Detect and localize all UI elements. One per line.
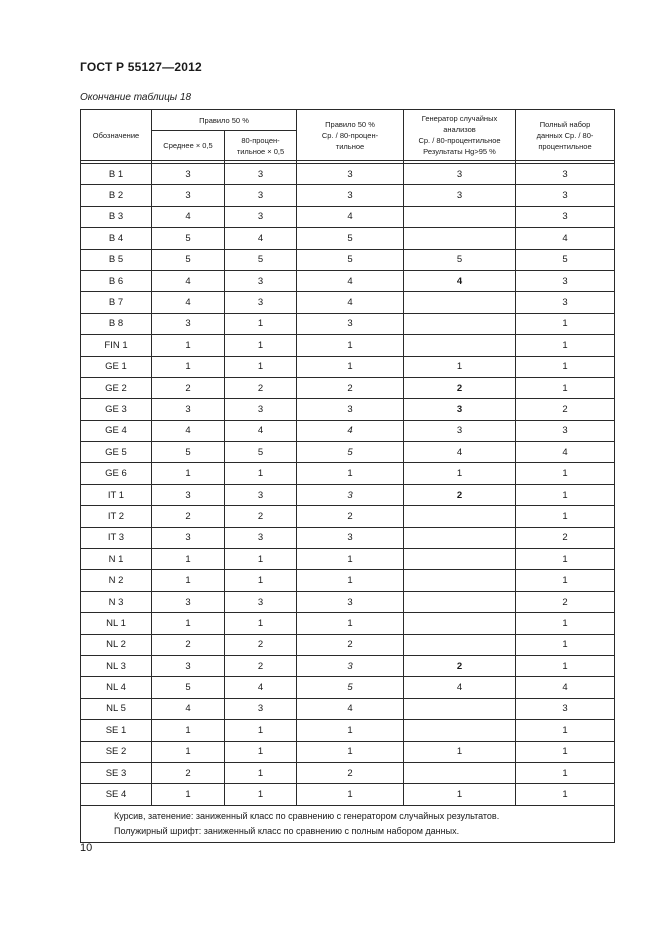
cell-full-dataset: 1: [516, 484, 615, 505]
cell-mean: 1: [152, 549, 225, 570]
header-rule50-ratio: [297, 110, 404, 161]
table-row: [81, 377, 615, 398]
table-row: [81, 442, 615, 463]
header-mean: [152, 131, 225, 161]
table-row: [81, 527, 615, 548]
table-row: [81, 741, 615, 762]
cell-pct80: 5: [225, 249, 297, 270]
cell-rule50: 3: [297, 484, 404, 505]
cell-full-dataset: 1: [516, 570, 615, 591]
header-full-line: данных Ср. / 80-: [536, 130, 594, 140]
table-row: [81, 313, 615, 334]
cell-rule50: 3: [297, 527, 404, 548]
table-row: [81, 185, 615, 206]
cell-mean: 4: [152, 698, 225, 719]
cell-designation: FIN 1: [81, 335, 152, 356]
table-row: [81, 762, 615, 783]
cell-full-dataset: 4: [516, 677, 615, 698]
table-row: [81, 249, 615, 270]
cell-mean: 3: [152, 484, 225, 505]
cell-rule50: 4: [297, 420, 404, 441]
cell-full-dataset: 4: [516, 228, 615, 249]
cell-generator: 1: [404, 784, 516, 805]
cell-designation: SE 1: [81, 720, 152, 741]
cell-mean: 1: [152, 335, 225, 356]
cell-designation: В 7: [81, 292, 152, 313]
header-mean-label: Среднее × 0,5: [163, 141, 213, 150]
cell-generator: [404, 506, 516, 527]
cell-full-dataset: 1: [516, 549, 615, 570]
cell-pct80: 1: [225, 720, 297, 741]
cell-generator: [404, 591, 516, 612]
cell-mean: 4: [152, 420, 225, 441]
cell-designation: SE 3: [81, 762, 152, 783]
cell-rule50: 4: [297, 206, 404, 227]
table-row: [81, 164, 615, 185]
table-row: [81, 206, 615, 227]
cell-rule50: 1: [297, 549, 404, 570]
cell-rule50: 2: [297, 377, 404, 398]
cell-rule50: 1: [297, 613, 404, 634]
cell-generator: [404, 292, 516, 313]
cell-mean: 1: [152, 570, 225, 591]
cell-designation: SE 4: [81, 784, 152, 805]
cell-pct80: 2: [225, 506, 297, 527]
cell-full-dataset: 3: [516, 420, 615, 441]
cell-pct80: 3: [225, 185, 297, 206]
table-row: [81, 570, 615, 591]
cell-designation: GE 4: [81, 420, 152, 441]
cell-pct80: 1: [225, 549, 297, 570]
cell-generator: [404, 549, 516, 570]
cell-pct80: 3: [225, 484, 297, 505]
cell-designation: NL 5: [81, 698, 152, 719]
cell-generator: [404, 570, 516, 591]
cell-full-dataset: 1: [516, 720, 615, 741]
cell-rule50: 1: [297, 463, 404, 484]
cell-generator: 3: [404, 420, 516, 441]
cell-mean: 3: [152, 313, 225, 334]
cell-rule50: 1: [297, 741, 404, 762]
cell-mean: 2: [152, 506, 225, 527]
cell-designation: IT 1: [81, 484, 152, 505]
cell-mean: 5: [152, 249, 225, 270]
cell-pct80: 2: [225, 634, 297, 655]
cell-pct80: 3: [225, 270, 297, 291]
cell-full-dataset: 4: [516, 442, 615, 463]
header-full-line: Полный набор: [539, 119, 591, 129]
cell-mean: 1: [152, 356, 225, 377]
cell-mean: 1: [152, 463, 225, 484]
table-row: [81, 784, 615, 805]
cell-pct80: 4: [225, 677, 297, 698]
cell-mean: 2: [152, 762, 225, 783]
table-row: [81, 484, 615, 505]
cell-generator: [404, 228, 516, 249]
cell-generator: 5: [404, 249, 516, 270]
cell-full-dataset: 1: [516, 634, 615, 655]
cell-pct80: 3: [225, 164, 297, 185]
header-80-percentile: [225, 131, 297, 161]
cell-rule50: 5: [297, 677, 404, 698]
cell-rule50: 1: [297, 720, 404, 741]
cell-pct80: 3: [225, 698, 297, 719]
header-pct80-line: 80-процен-: [241, 135, 280, 145]
cell-generator: [404, 698, 516, 719]
table-row: [81, 399, 615, 420]
cell-rule50: 4: [297, 292, 404, 313]
page-number: 10: [80, 842, 93, 854]
cell-full-dataset: 1: [516, 313, 615, 334]
cell-generator: 3: [404, 399, 516, 420]
cell-designation: N 2: [81, 570, 152, 591]
table-row: [81, 228, 615, 249]
cell-generator: 2: [404, 655, 516, 676]
cell-mean: 1: [152, 613, 225, 634]
cell-full-dataset: 1: [516, 356, 615, 377]
cell-mean: 2: [152, 377, 225, 398]
cell-generator: [404, 720, 516, 741]
cell-designation: В 3: [81, 206, 152, 227]
cell-rule50: 5: [297, 228, 404, 249]
table-row: [81, 549, 615, 570]
cell-generator: 3: [404, 185, 516, 206]
cell-generator: [404, 762, 516, 783]
cell-full-dataset: 1: [516, 762, 615, 783]
table-row: [81, 270, 615, 291]
header-designation-label: Обозначение: [92, 130, 140, 140]
cell-generator: [404, 527, 516, 548]
cell-generator: 4: [404, 270, 516, 291]
cell-generator: 4: [404, 442, 516, 463]
cell-generator: 2: [404, 484, 516, 505]
cell-pct80: 2: [225, 377, 297, 398]
cell-mean: 5: [152, 677, 225, 698]
header-designation: [81, 110, 152, 161]
classification-table: [80, 109, 615, 843]
header-pct80-line: тильное × 0,5: [236, 146, 285, 156]
table-row: [81, 698, 615, 719]
table-row: [81, 506, 615, 527]
table-row: [81, 292, 615, 313]
note-italic-legend: Курсив, затенение: заниженный класс по сравнению с генератором случайных результатов.: [114, 810, 500, 821]
cell-designation: GE 6: [81, 463, 152, 484]
cell-pct80: 1: [225, 335, 297, 356]
cell-full-dataset: 1: [516, 655, 615, 676]
cell-designation: NL 1: [81, 613, 152, 634]
cell-full-dataset: 3: [516, 698, 615, 719]
cell-rule50: 2: [297, 506, 404, 527]
cell-full-dataset: 1: [516, 741, 615, 762]
cell-mean: 1: [152, 741, 225, 762]
cell-full-dataset: 1: [516, 377, 615, 398]
note-bold-legend: Полужирный шрифт: заниженный класс по сравнению с полным набором данных.: [114, 825, 460, 836]
cell-designation: В 4: [81, 228, 152, 249]
cell-mean: 3: [152, 591, 225, 612]
cell-pct80: 1: [225, 313, 297, 334]
cell-designation: GE 2: [81, 377, 152, 398]
cell-generator: 3: [404, 164, 516, 185]
cell-mean: 3: [152, 655, 225, 676]
cell-pct80: 4: [225, 420, 297, 441]
cell-generator: [404, 613, 516, 634]
header-full-dataset: [516, 110, 615, 161]
header-gen-line: Ср. / 80-процентильное: [418, 136, 501, 145]
cell-pct80: 5: [225, 442, 297, 463]
cell-mean: 1: [152, 720, 225, 741]
cell-rule50: 2: [297, 762, 404, 783]
cell-pct80: 3: [225, 206, 297, 227]
table-row: [81, 463, 615, 484]
cell-generator: 1: [404, 741, 516, 762]
cell-generator: [404, 634, 516, 655]
cell-mean: 4: [152, 270, 225, 291]
cell-mean: 5: [152, 228, 225, 249]
cell-designation: В 8: [81, 313, 152, 334]
cell-designation: IT 2: [81, 506, 152, 527]
cell-designation: В 5: [81, 249, 152, 270]
cell-pct80: 1: [225, 463, 297, 484]
cell-designation: NL 2: [81, 634, 152, 655]
table-row: [81, 420, 615, 441]
header-gen-line: анализов: [443, 125, 476, 134]
cell-pct80: 3: [225, 591, 297, 612]
cell-rule50: 3: [297, 591, 404, 612]
table-row: [81, 677, 615, 698]
cell-pct80: 3: [225, 527, 297, 548]
cell-pct80: 1: [225, 741, 297, 762]
cell-designation: N 3: [81, 591, 152, 612]
cell-designation: В 6: [81, 270, 152, 291]
cell-full-dataset: 3: [516, 206, 615, 227]
table-row: [81, 634, 615, 655]
cell-mean: 3: [152, 164, 225, 185]
cell-rule50: 3: [297, 185, 404, 206]
cell-generator: [404, 206, 516, 227]
cell-mean: 1: [152, 784, 225, 805]
cell-full-dataset: 3: [516, 292, 615, 313]
cell-rule50: 4: [297, 270, 404, 291]
cell-full-dataset: 1: [516, 784, 615, 805]
cell-generator: [404, 313, 516, 334]
cell-rule50: 1: [297, 356, 404, 377]
table-row: [81, 356, 615, 377]
table-row: [81, 591, 615, 612]
cell-rule50: 2: [297, 634, 404, 655]
table-row: [81, 613, 615, 634]
cell-mean: 3: [152, 185, 225, 206]
header-rule50-label: Правило 50 %: [199, 115, 249, 125]
table-row: [81, 655, 615, 676]
table-caption: Окончание таблицы 18: [80, 92, 192, 103]
cell-generator: 1: [404, 356, 516, 377]
cell-mean: 3: [152, 527, 225, 548]
header-full-line: процентильное: [538, 141, 592, 151]
cell-mean: 2: [152, 634, 225, 655]
cell-rule50: 3: [297, 164, 404, 185]
cell-rule50: 3: [297, 399, 404, 420]
cell-designation: GE 3: [81, 399, 152, 420]
cell-generator: 4: [404, 677, 516, 698]
cell-rule50: 5: [297, 249, 404, 270]
cell-full-dataset: 3: [516, 164, 615, 185]
cell-pct80: 2: [225, 655, 297, 676]
table-note: [81, 805, 615, 842]
cell-full-dataset: 3: [516, 185, 615, 206]
cell-rule50: 3: [297, 313, 404, 334]
cell-designation: GE 1: [81, 356, 152, 377]
cell-mean: 4: [152, 292, 225, 313]
table-header: [81, 110, 615, 161]
cell-full-dataset: 1: [516, 613, 615, 634]
cell-pct80: 1: [225, 356, 297, 377]
cell-rule50: 1: [297, 570, 404, 591]
cell-generator: 1: [404, 463, 516, 484]
header-gen-line: Генератор случайных: [421, 114, 498, 123]
cell-full-dataset: 5: [516, 249, 615, 270]
cell-pct80: 4: [225, 228, 297, 249]
cell-designation: IT 3: [81, 527, 152, 548]
cell-designation: SE 2: [81, 741, 152, 762]
table-body: [81, 161, 615, 806]
cell-generator: 2: [404, 377, 516, 398]
document-title: ГОСТ Р 55127—2012: [80, 60, 202, 74]
cell-full-dataset: 1: [516, 463, 615, 484]
cell-rule50: 3: [297, 655, 404, 676]
cell-designation: NL 3: [81, 655, 152, 676]
cell-full-dataset: 2: [516, 591, 615, 612]
header-rule50b-line: Правило 50 %: [325, 119, 375, 129]
cell-designation: В 2: [81, 185, 152, 206]
cell-rule50: 1: [297, 335, 404, 356]
header-gen-line: Результаты Hg>95 %: [423, 147, 496, 156]
cell-full-dataset: 2: [516, 399, 615, 420]
header-rule50-group: [152, 110, 297, 131]
cell-pct80: 1: [225, 784, 297, 805]
cell-pct80: 1: [225, 762, 297, 783]
cell-pct80: 3: [225, 292, 297, 313]
cell-pct80: 3: [225, 399, 297, 420]
cell-rule50: 5: [297, 442, 404, 463]
cell-designation: GE 5: [81, 442, 152, 463]
cell-full-dataset: 3: [516, 270, 615, 291]
cell-generator: [404, 335, 516, 356]
cell-pct80: 1: [225, 613, 297, 634]
cell-mean: 5: [152, 442, 225, 463]
cell-designation: N 1: [81, 549, 152, 570]
header-rule50b-line: Ср. / 80-процен-: [321, 130, 379, 140]
cell-rule50: 4: [297, 698, 404, 719]
cell-designation: NL 4: [81, 677, 152, 698]
header-rule50b-line: тильное: [335, 141, 365, 151]
cell-full-dataset: 1: [516, 506, 615, 527]
header-random-generator: [404, 110, 516, 161]
cell-designation: В 1: [81, 164, 152, 185]
cell-rule50: 1: [297, 784, 404, 805]
cell-full-dataset: 1: [516, 335, 615, 356]
cell-pct80: 1: [225, 570, 297, 591]
cell-mean: 3: [152, 399, 225, 420]
table-row: [81, 335, 615, 356]
table-row: [81, 720, 615, 741]
cell-mean: 4: [152, 206, 225, 227]
cell-full-dataset: 2: [516, 527, 615, 548]
